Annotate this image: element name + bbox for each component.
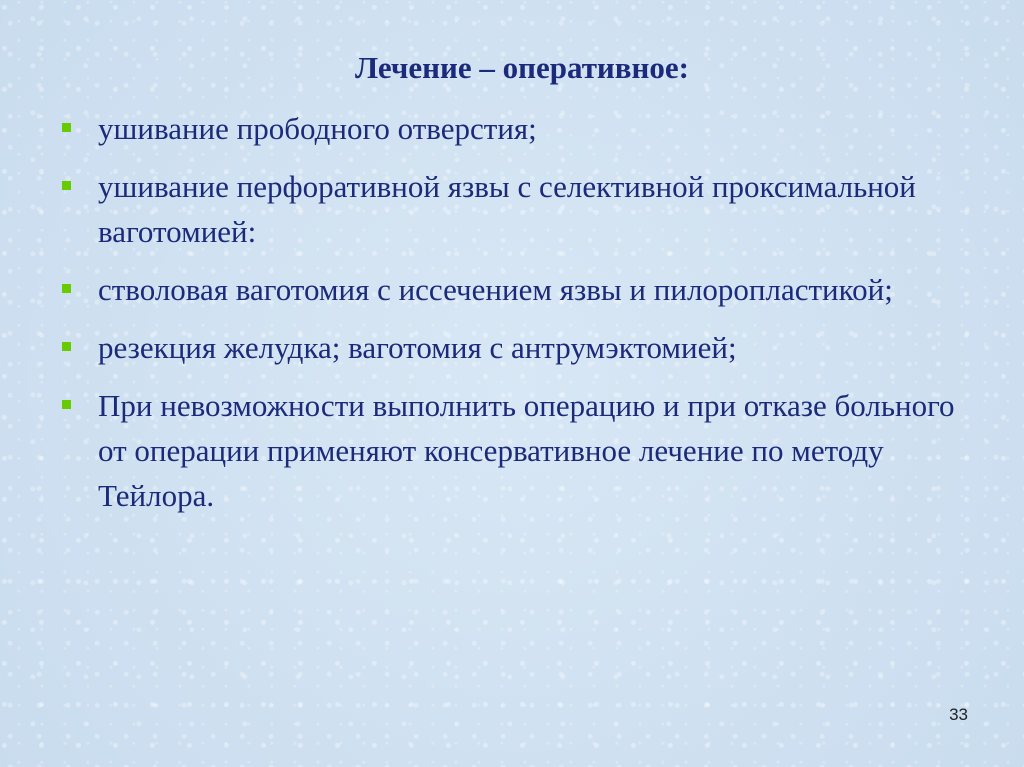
bullet-square-icon bbox=[62, 400, 71, 409]
bullet-square-icon bbox=[62, 181, 71, 190]
slide-title: Лечение – оперативное: bbox=[355, 50, 689, 85]
bullet-square-icon bbox=[62, 123, 71, 132]
list-item-text: стволовая ваготомия с иссечением язвы и пилоропластикой; bbox=[98, 272, 893, 307]
list-item-text: ушивание прободного отверстия; bbox=[98, 111, 537, 146]
list-item-text: ушивание перфоративной язвы с селективной проксимальной ваготомией: bbox=[98, 169, 916, 249]
list-item bbox=[62, 164, 962, 254]
bullet-list bbox=[62, 106, 962, 531]
page-number: 33 bbox=[949, 705, 968, 724]
list-item-text: резекция желудка; ваготомия с антрумэктомией; bbox=[98, 330, 737, 365]
bullet-square-icon bbox=[62, 284, 71, 293]
list-item bbox=[62, 325, 962, 370]
bullet-square-icon bbox=[62, 342, 71, 351]
list-item bbox=[62, 106, 962, 151]
list-item-text: При невозможности выполнить операцию и при отказе больного от операции применяют консервативное лечение по методу Тейлора. bbox=[98, 388, 955, 513]
list-item bbox=[62, 383, 962, 518]
list-item bbox=[62, 267, 962, 312]
